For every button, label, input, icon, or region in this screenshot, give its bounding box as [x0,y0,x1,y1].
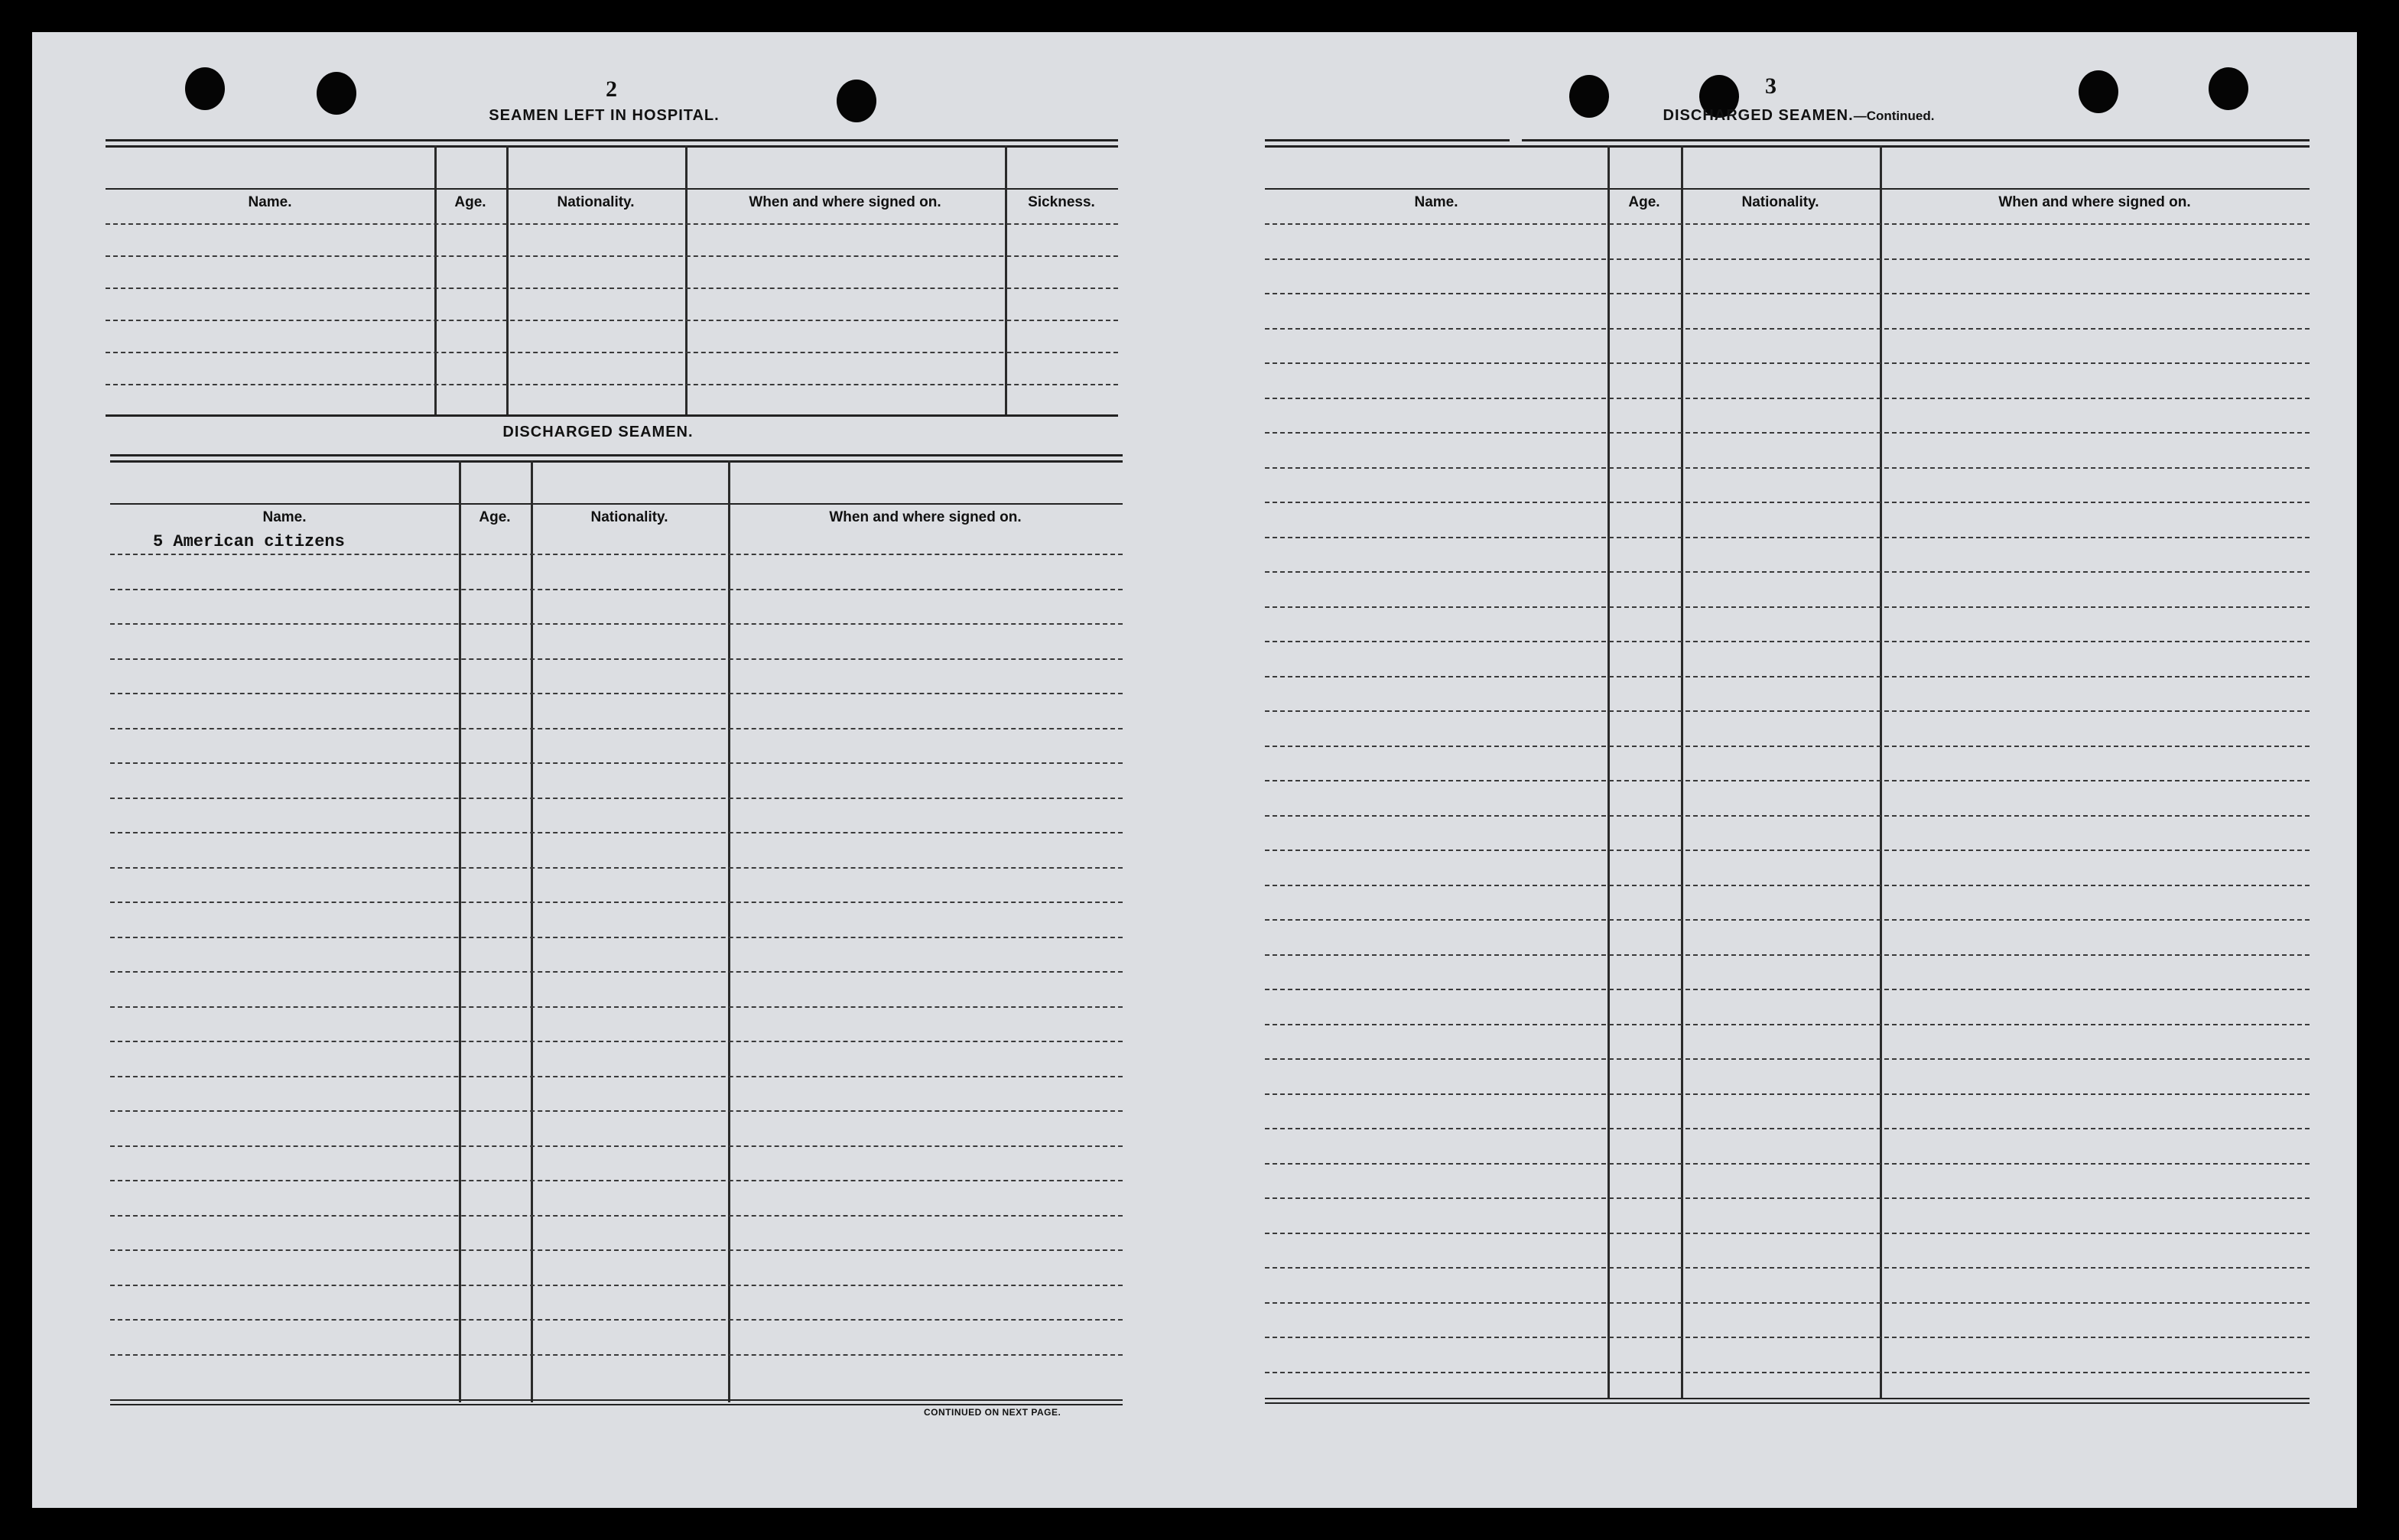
hospital-section-title: SEAMEN LEFT IN HOSPITAL. [489,107,720,124]
table-row [110,798,1123,799]
discharged-header-age: Age. [479,509,511,525]
table-row [1265,780,2310,781]
table-row [110,1145,1123,1147]
table-row [106,255,1118,257]
table-row [1265,989,2310,990]
table-row [1265,467,2310,469]
table-row [110,832,1123,833]
table-row [1265,885,2310,886]
table-row [1265,502,2310,503]
table-row [1265,1093,2310,1095]
table-row [1265,571,2310,573]
table-row [110,693,1123,694]
punch-hole [2079,70,2118,113]
right-section-title [1607,107,1990,125]
table-row [110,1110,1123,1112]
table-row [110,1319,1123,1321]
table-row [1265,606,2310,608]
table-row [1265,641,2310,642]
table-row [106,384,1118,385]
table-row [110,1215,1123,1217]
table-row [1265,1372,2310,1373]
table-row [1265,1058,2310,1060]
table-row [1265,1233,2310,1234]
table-row [1265,537,2310,538]
table-row [1265,954,2310,956]
table-row [110,1076,1123,1077]
hospital-table [106,139,1118,453]
table-row [1265,1024,2310,1025]
table-row [1265,676,2310,677]
table-row [1265,1302,2310,1304]
table-row [110,1249,1123,1251]
table-row [110,1041,1123,1042]
punch-hole [317,72,356,115]
table-row [1265,919,2310,921]
right-header-age: Age. [1628,194,1660,210]
table-row [1265,432,2310,434]
hospital-header-sickness: Sickness. [1028,194,1095,210]
hospital-header-signed-on: When and where signed on. [749,194,941,210]
hospital-header-name: Name. [248,194,292,210]
table-row [1265,293,2310,294]
table-row [106,288,1118,289]
discharged-header-nationality: Nationality. [590,509,668,525]
right-title-text: DISCHARGED SEAMEN. [1663,107,1854,124]
table-row [1265,398,2310,399]
table-row [110,589,1123,590]
table-row [1265,1163,2310,1165]
discharged-table-right [1265,139,2310,1439]
table-row [106,352,1118,353]
document-sheet [32,32,2357,1508]
punch-hole [185,67,225,110]
table-row [1265,258,2310,260]
table-row [110,554,1123,555]
discharged-section-title: DISCHARGED SEAMEN. [502,424,694,440]
left-page-number: 2 [606,76,617,102]
table-row [110,937,1123,938]
table-row [1265,223,2310,225]
punch-hole [837,80,876,122]
table-row [110,1285,1123,1286]
table-row [110,728,1123,729]
table-row [110,902,1123,903]
discharged-header-signed-on: When and where signed on. [829,509,1022,525]
right-page-number: 3 [1765,73,1776,99]
table-row [110,658,1123,660]
table-row [106,223,1118,225]
table-row [110,623,1123,625]
table-row [1265,1267,2310,1269]
table-row [110,867,1123,869]
right-header-signed-on: When and where signed on. [1998,194,2191,210]
continued-footer: CONTINUED ON NEXT PAGE. [924,1407,1061,1418]
hospital-header-age: Age. [454,194,486,210]
table-row [1265,1337,2310,1338]
table-row [110,1354,1123,1356]
table-row [1265,1128,2310,1129]
table-row [1265,1197,2310,1199]
right-header-name: Name. [1414,194,1458,210]
punch-hole [2209,67,2248,110]
table-row [110,971,1123,973]
table-row [1265,850,2310,851]
table-row [110,1006,1123,1008]
discharged-header-name: Name. [262,509,307,525]
table-row [110,1180,1123,1181]
right-title-suffix: —Continued. [1853,109,1935,123]
table-row [1265,815,2310,817]
table-row [1265,710,2310,712]
table-row [1265,362,2310,364]
discharged-entry: 5 American citizens [153,532,345,551]
table-row [110,762,1123,764]
right-header-nationality: Nationality. [1741,194,1819,210]
table-row [1265,328,2310,330]
punch-hole [1569,75,1609,118]
table-row [1265,746,2310,747]
table-row [106,320,1118,321]
hospital-header-nationality: Nationality. [557,194,635,210]
discharged-table-left [110,454,1123,1441]
